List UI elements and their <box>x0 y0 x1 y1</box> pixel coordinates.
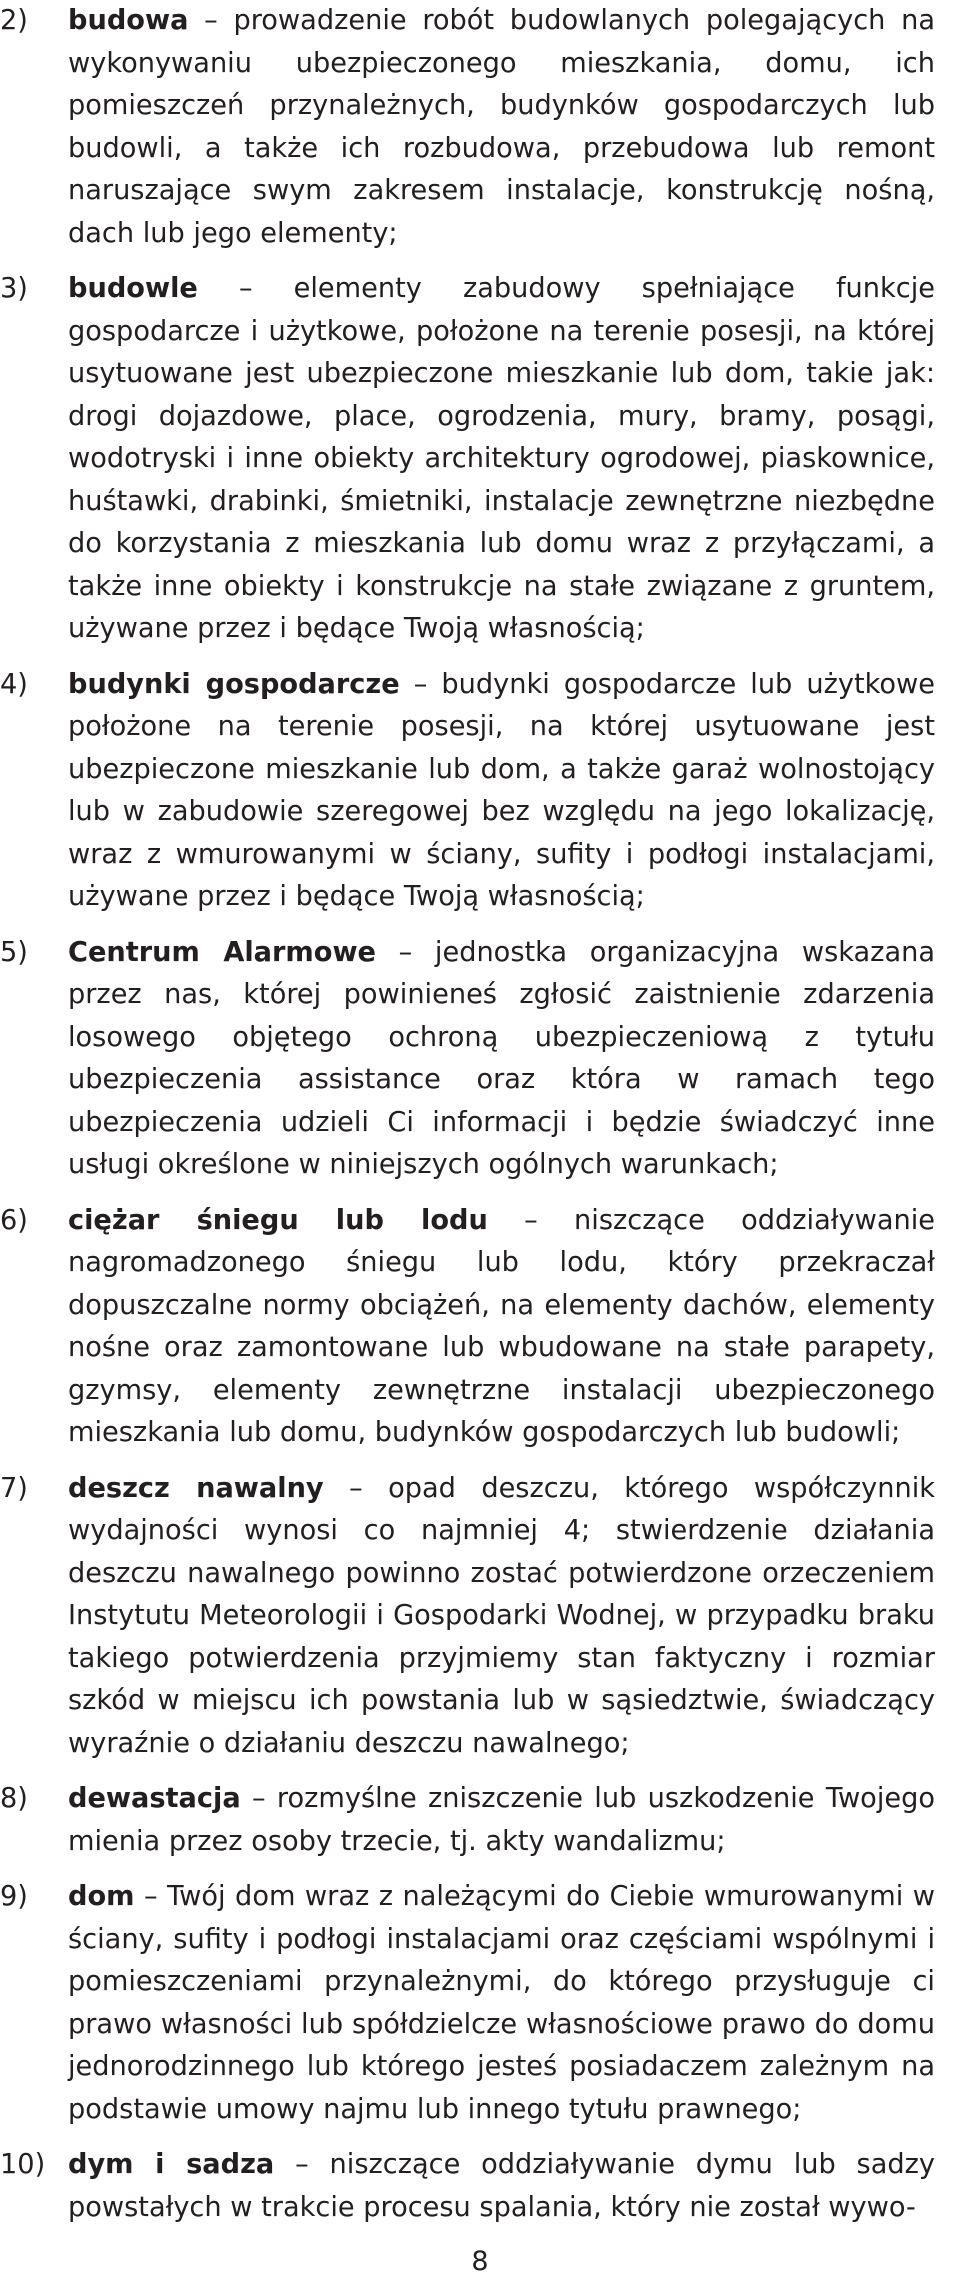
definition-number: 8) <box>0 1783 28 1814</box>
definition-text: – jednostka organizacyjna wskazana przez nas, której powinieneś zgłosić zaistnienie zdarzenia losowego objętego ochroną ubezpieczeniową z tytułu ubezpieczenia assistance oraz która w ramach tego ubezpieczenia udzieli Ci informacji i będzie świadczyć inne usługi określone w niniejszych ogólnych warunkach; <box>68 936 935 1180</box>
definition-text: – niszczące oddziaływanie nagromadzonego śniegu lub lodu, który przekraczał dopuszczalne normy obciążeń, na elementy dachów, elementy nośne oraz zamontowane lub wbudowane na stałe parapety, gzymsy, elementy zewnętrzne instalacji ubezpieczonego mieszkania lub domu, budynków gospodarczych lub budowli; <box>68 1204 935 1448</box>
definition-number: 6) <box>0 1204 28 1236</box>
definition-text: – opad deszczu, którego współczynnik wydajności wynosi co najmniej 4; stwierdzenie działania deszczu nawalnego powinno zostać potwierdzone orzeczeniem Instytutu Meteorologii i Gospodarki Wodnej, w przypadku braku takiego potwierdzenia przyjmiemy stan faktyczny i rozmiar szkód w miejscu ich powstania lub w sąsiedztwie, świadczący wyraźnie o działaniu deszczu nawalnego; <box>68 1472 935 1759</box>
definition-item <box>0 1876 935 2131</box>
definition-number: 5) <box>0 936 28 968</box>
definition-term: deszcz nawalny <box>68 1472 324 1504</box>
definition-number: 3) <box>0 273 28 304</box>
definition-text: – niszczące oddziaływanie dymu lub sadzy powstałych w trakcie procesu spalania, który nie został wywo- <box>68 2149 935 2223</box>
definition-term: dym i sadza <box>68 2149 275 2180</box>
definition-term: budynki gospodarcze <box>68 668 400 700</box>
definition-item <box>0 1200 935 1455</box>
definition-term: ciężar śniegu lub lodu <box>68 1204 488 1236</box>
definition-item <box>0 0 935 255</box>
definition-text: – elementy zabudowy spełniające funkcje gospodarcze i użytkowe, położone na terenie posesji, na której usytuowane jest ubezpieczone mieszkanie lub dom, takie jak: drogi dojazdowe, place, ogrodzenia, mury, bramy, posągi, wodotryski i inne obiekty architektury ogrodowej, piaskownice, huśtawki, drabinki, śmietniki, instalacje zewnętrzne niezbędne do korzystania z mieszkania lub domu wraz z przyłączami, a także inne obiekty i konstrukcje na stałe związane z gruntem, używane przez i będące Twoją własnością; <box>68 273 935 644</box>
definition-text: – Twój dom wraz z należącymi do Ciebie wmurowanymi w ściany, sufity i podłogi instalacjami oraz częściami wspólnymi i pomieszczeniami przynależnymi, do którego przysługuje ci prawo własności lub spółdzielcze własnościowe prawo do domu jednorodzinnego lub którego jesteś posiadaczem zależnym na podstawie umowy najmu lub innego tytułu prawnego; <box>68 1881 935 2125</box>
definition-term: dom <box>68 1881 135 1912</box>
definition-item <box>0 664 935 919</box>
definition-number: 9) <box>0 1881 28 1912</box>
definition-item <box>0 1778 935 1863</box>
definition-item <box>0 932 935 1187</box>
definition-number: 2) <box>0 5 28 36</box>
definition-item <box>0 2144 935 2229</box>
definition-term: Centrum Alarmowe <box>68 936 376 968</box>
definition-text: – prowadzenie robót budowlanych polegających na wykonywaniu ubezpieczonego mieszkania, domu, ich pomieszczeń przynależnych, budynków gospodarczych lub budowli, a także ich rozbudowa, przebudowa lub remont naruszające swym zakresem instalacje, konstrukcję nośną, dach lub jego elementy; <box>68 5 935 249</box>
definition-term: budowle <box>68 273 198 304</box>
definition-text: – budynki gospodarcze lub użytkowe położone na terenie posesji, na której usytuowane jest ubezpieczone mieszkanie lub dom, a także garaż wolnostojący lub w zabudowie szeregowej bez względu na jego lokalizację, wraz z wmurowanymi w ściany, sufity i podłogi instalacjami, używane przez i będące Twoją własnością; <box>68 668 935 912</box>
definition-number: 4) <box>0 668 28 700</box>
definition-item <box>0 1468 935 1766</box>
definition-item <box>0 268 935 651</box>
definition-number: 7) <box>0 1472 28 1504</box>
definition-term: dewastacja <box>68 1783 241 1814</box>
definition-text: – rozmyślne zniszczenie lub uszkodzenie Twojego mienia przez osoby trzecie, tj. akty wandalizmu; <box>68 1783 935 1857</box>
page-number: 8 <box>471 2246 489 2277</box>
definition-term: budowa <box>68 5 189 36</box>
definition-number: 10) <box>0 2149 46 2180</box>
